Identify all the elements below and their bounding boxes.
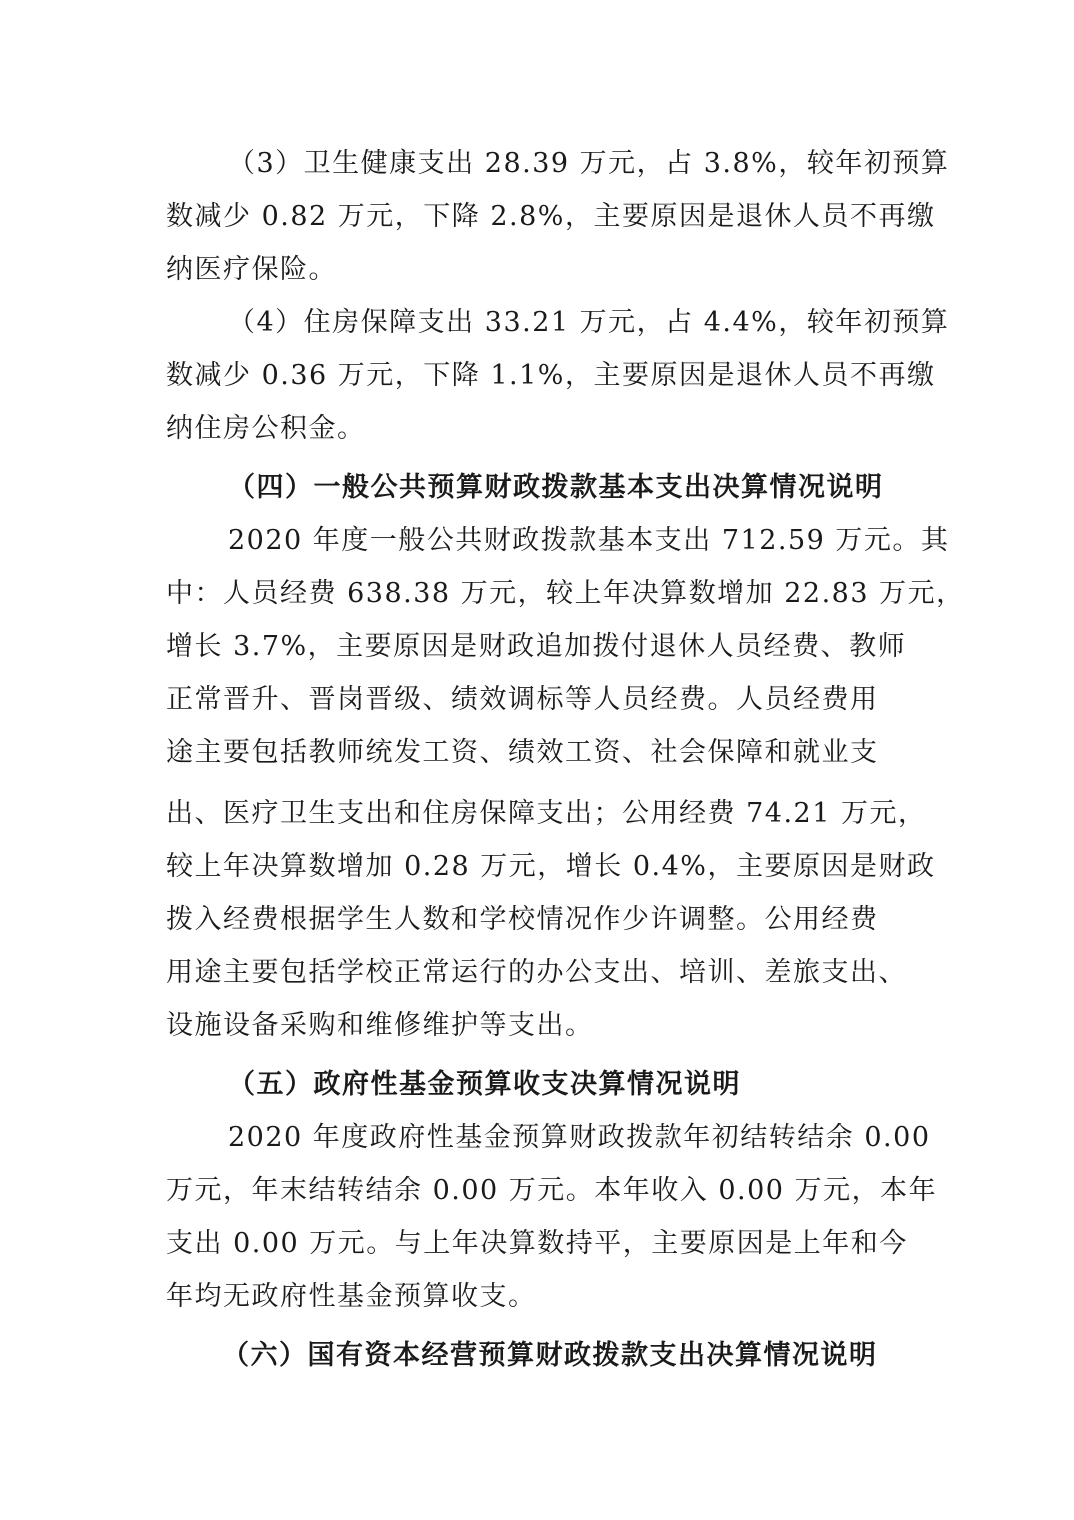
section5-line-2: 万元，年末结转结余 0.00 万元。本年收入 0.00 万元，本年 [166, 1175, 938, 1206]
para-health-line-2: 数减少 0.82 万元，下降 2.8%，主要原因是退休人员不再缴 [166, 201, 936, 232]
section4-line-7: 较上年决算数增加 0.28 万元，增长 0.4%，主要原因是财政 [166, 851, 936, 882]
section4-line-8: 拨入经费根据学生人数和学校情况作少许调整。公用经费 [166, 904, 879, 935]
section4-line-1: 2020 年度一般公共财政拨款基本支出 712.59 万元。其 [228, 525, 950, 556]
section5-line-1: 2020 年度政府性基金预算财政拨款年初结转结余 0.00 [228, 1122, 931, 1153]
para-health-line-3: 纳医疗保险。 [166, 254, 337, 285]
section5-line-3: 支出 0.00 万元。与上年决算数持平，主要原因是上年和今 [166, 1228, 908, 1259]
para-housing-line-2: 数减少 0.36 万元，下降 1.1%，主要原因是退休人员不再缴 [166, 360, 936, 391]
section4-line-2: 中：人员经费 638.38 万元，较上年决算数增加 22.83 万元， [166, 578, 965, 609]
section4-line-4: 正常晋升、晋岗晋级、绩效调标等人员经费。人员经费用 [166, 684, 879, 715]
section4-line-10: 设施设备采购和维修维护等支出。 [166, 1010, 594, 1041]
section4-line-3: 增长 3.7%，主要原因是财政追加拨付退休人员经费、教师 [166, 631, 907, 662]
section-heading-5: （五）政府性基金预算收支决算情况说明 [228, 1069, 741, 1100]
section-heading-6: （六）国有资本经营预算财政拨款支出决算情况说明 [222, 1340, 878, 1371]
section4-line-5: 途主要包括教师统发工资、绩效工资、社会保障和就业支 [166, 737, 879, 768]
para-housing-line-3: 纳住房公积金。 [166, 413, 366, 444]
para-housing-line-1: （4）住房保障支出 33.21 万元，占 4.4%，较年初预算 [228, 307, 950, 338]
para-health-line-1: （3）卫生健康支出 28.39 万元，占 3.8%，较年初预算 [228, 148, 950, 179]
section4-line-6: 出、医疗卫生支出和住房保障支出；公用经费 74.21 万元， [166, 798, 927, 829]
section4-line-9: 用途主要包括学校正常运行的办公支出、培训、差旅支出、 [166, 957, 907, 988]
section-heading-4: （四）一般公共预算财政拨款基本支出决算情况说明 [228, 472, 884, 503]
section5-line-4: 年均无政府性基金预算收支。 [166, 1281, 537, 1312]
